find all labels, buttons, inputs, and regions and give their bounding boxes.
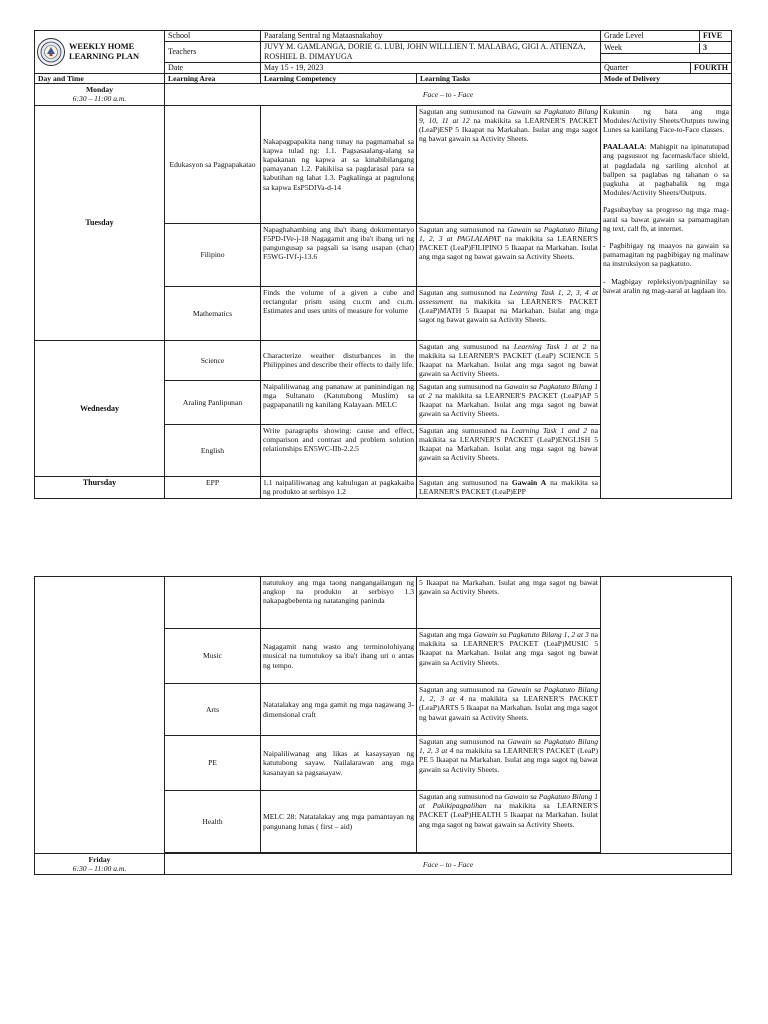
plan-title: WEEKLY HOME LEARNING PLAN	[69, 42, 140, 61]
tasks-epp-part2: 5 Ikaapat na Markahan. Isulat ang mga sagot ng bawat gawain sa Activity Sheets.	[417, 577, 601, 629]
area-epp: EPP	[165, 476, 261, 498]
competency-esp: Nakapagpapakita nang tunay na pagmamahal sa kapwa tulad ng: 1.1. Pagsasaalang-alang sa kapakanan ng kapwa at sa kinabibilangang pamayanan 1.2. Pakikiisa sa pagdarasal para sa kabutihan ng lahat 1.3. Pagkalinga at pagtulong sa kapwa EsP5DIVa-d-14	[261, 105, 417, 223]
area-mathematics: Mathematics	[165, 286, 261, 340]
competency-pe: Naipaliliwanag ang likas at kasaysayan ng katutubong sayaw. Nailalarawan ang mga kasanayan sa pagsasayaw.	[261, 736, 417, 791]
area-pe: PE	[165, 736, 261, 791]
monday-face-to-face: Face – to - Face	[165, 84, 732, 105]
tasks-music: Sagutan ang mga Gawain sa Pagkatuto Bilang 1, 2 at 3 na makikita sa LEARNER'S PACKET (LeaP)MUSIC 5 Ikaapat na Markahan. Isulat ang mga sagot ng bawat gawain sa Activity Sheets.	[417, 629, 601, 684]
mode-p3: Pagsubaybay sa progreso ng mga mag-aaral sa bawat gawain sa pamamagitan ng text, call fb, at internet.	[603, 205, 729, 233]
mode-of-delivery-continued	[601, 577, 732, 854]
tasks-science: Sagutan ang sumusunod na Learning Task 1 at 2 na makikita sa LEARNER'S PACKET (LeaP) SCIENCE 5 Ikaapat na Markahan. Isulat ang mga sagot ng bawat gawain sa Activity Sheets.	[417, 340, 601, 380]
teachers-value: JUVY M. GAMLANGA, DORIE G. LUBI, JOHN WILLLIEN T. MALABAG, GIGI A. ATIENZA, ROSHIEL B. DIMAYUGA	[261, 42, 601, 63]
competency-science: Characterize weather disturbances in the Philippines and describe their effects to daily life.	[261, 340, 417, 380]
col-learning-competency: Learning Competency	[261, 74, 417, 84]
monday-cell: Monday 6:30 – 11:00 a.m.	[35, 84, 165, 105]
thursday-cell: Thursday	[35, 476, 165, 498]
tasks-araling-panlipunan: Sagutan ang sumusunod na Gawain sa Pagkatuto Bilang 1 at 2 na makikita sa LEARNER'S PACKET (LeaP)AP 5 Ikaapat na Markahan. Isulat ang mga sagot ng bawat gawain sa Activity Sheets.	[417, 380, 601, 424]
week-value: 3	[703, 42, 707, 52]
area-epp-continued	[165, 577, 261, 629]
learning-plan-table-page-2	[34, 576, 732, 875]
competency-music: Nagagamit nang wasto ang terminolohiyang musical na tumutukoy sa iba't ibang uri o antas ng tempo.	[261, 629, 417, 684]
grade-value: FIVE	[703, 31, 723, 40]
col-learning-tasks: Learning Tasks	[417, 74, 601, 84]
teachers-label: Teachers	[165, 42, 261, 63]
col-mode-of-delivery: Mode of Delivery	[601, 74, 732, 84]
deped-seal-icon	[37, 38, 65, 66]
competency-filipino: Napaghahambing ang iba't ibang dokumentaryo F5PD-IVe-j-18 Nagagamit ang iba't ibang uri ng pangungusap sa pagsali sa isang usapan (chat) F5WG-IVf-j-13.6	[261, 223, 417, 286]
col-learning-area: Learning Area	[165, 74, 261, 84]
area-arts: Arts	[165, 684, 261, 736]
thursday-continued-cell	[35, 577, 165, 854]
area-health: Health	[165, 791, 261, 853]
friday-face-to-face: Face – to - Face	[165, 854, 732, 875]
area-esp: Edukasyon sa Pagpapakatao	[165, 105, 261, 223]
quarter-label: Quarter	[601, 63, 691, 73]
tasks-epp-part1: Sagutan ang sumusunod na Gawain A na makikita sa LEARNER'S PACKET (LeaP)EPP	[417, 476, 601, 498]
tasks-arts: Sagutan ang sumusunod na Gawain sa Pagkatuto Bilang 1, 2, 3 at 4 na makikita sa LEARNER'S PACKET (LeaP)ARTS 5 Ikaapat na Markahan. Isulat ang mga sagot ng bawat gawain sa Activity Sheets.	[417, 684, 601, 736]
week-cell	[601, 42, 732, 54]
date-label: Date	[165, 63, 261, 74]
area-filipino: Filipino	[165, 223, 261, 286]
mode-p2: PAALAALA: Mahigpit na ipinatutupad ang pagsusuot ng facemask/face shield, at pagdadala ng sariling alcohol at ballpen sa paglabas ng tahanan o sa pagkuha at pagbabalik ng mga Modules/Activity Sheets/Outputs.	[603, 142, 729, 198]
area-english: English	[165, 424, 261, 476]
competency-araling-panlipunan: Naipaliliwanag ang pananaw at paninindigan ng mga Sultanato (Katutubong Muslim) sa pagpapanatili ng kanilang Kalayaan. MELC	[261, 380, 417, 424]
competency-mathematics: Finds the volume of a given a cube and rectangular prism using cu.cm and cu.m. Estimates and uses units of measure for volume	[261, 286, 417, 340]
grade-label: Grade Level	[601, 31, 700, 41]
col-day-time: Day and Time	[35, 74, 165, 84]
school-value: Paaralang Sentral ng Mataasnakahoy	[261, 31, 601, 42]
quarter-cell	[601, 63, 732, 74]
tasks-mathematics: Sagutan ang sumusunod na Learning Task 1, 2, 3, 4 at assessment na makikita sa LEARNER'S PACKET (LeaP)MATH 5 Ikaapat na Markahan. Isulat ang mga sagot ng bawat gawain sa Activity Sheets.	[417, 286, 601, 340]
mode-of-delivery-cell	[601, 105, 732, 498]
tasks-english: Sagutan ang sumusunod na Learning Task 1 and 2 na makikita sa LEARNER'S PACKET (LeaP)ENGLISH 5 Ikaapat na Markahan. Isulat ang mga sagot ng bawat gawain sa Activity Sheets.	[417, 424, 601, 476]
competency-health: MELC 28: Natatalakay ang mga pamantayan ng pangunang lunas ( first – aid)	[261, 791, 417, 853]
grade-cell	[601, 31, 732, 42]
quarter-value: FOURTH	[694, 63, 728, 72]
area-music: Music	[165, 629, 261, 684]
date-value: May 15 - 19, 2023	[261, 63, 601, 74]
competency-english: Write paragraphs showing: cause and effect, comparison and contrast and problem solution relationships EN5WC-IIb-2.2.5	[261, 424, 417, 476]
tasks-health: Sagutan ang sumusunod na Gawain sa Pagkatuto Bilang 1 at Pakikipagpalihan na makikita sa LEARNER'S PACKET (LeaP)HEALTH 5 Ikaapat na Markahan. Isulat ang mga sagot ng bawat gawain sa Activity Sheets.	[417, 791, 601, 853]
friday-cell: Friday 6:30 – 11:00 a.m.	[35, 854, 165, 875]
area-science: Science	[165, 340, 261, 380]
title-cell	[35, 31, 165, 74]
mode-p5: - Magbigay repleksiyon/pagninilay sa bawat aralin ng mag-aaral at lagdaan ito.	[603, 276, 729, 295]
competency-epp-part1: 1.1 naipaliliwanag ang kahulugan at pagkakaiba ng produkto at serbisyo 1.2	[261, 476, 417, 498]
school-label: School	[165, 31, 261, 42]
week-spacer	[601, 54, 732, 63]
competency-epp-part2: natutukoy ang mga taong nangangailangan ng angkop na produkto at serbisyo 1.3 nakapagbebenta ng natatanging paninda	[261, 577, 417, 629]
page-one	[34, 30, 731, 499]
mode-p1: Kukunin ng bata ang mga Modules/Activity Sheets/Outputs tuwing Lunes sa kanilang Face-to-Face classes.	[603, 106, 729, 135]
tasks-filipino: Sagutan ang sumusunod na Gawain sa Pagkatuto Bilang 1, 2, 3 at PAGLALAPAT na makikita sa LEARNER'S PACKET (LeaP)FILIPINO 5 Ikaapat na Markahan. Isulat ang mga sagot ng bawat gawain sa Activity Sheets.	[417, 223, 601, 286]
competency-arts: Natatalakay ang mga gamit ng mga nagawang 3-dimensional craft	[261, 684, 417, 736]
week-label: Week	[601, 43, 700, 53]
mode-p4: - Pagbibigay ng maayos na gawain sa pamamagitan ng pagbibigay ng malinaw na instruksiyon sa pagkatuto.	[603, 241, 729, 269]
tuesday-cell: Tuesday	[35, 105, 165, 340]
wednesday-cell: Wednesday	[35, 340, 165, 476]
tasks-pe: Sagutan ang sumusunod na Gawain sa Pagkatuto Bilang 1, 2, 3 at 4 na makikita sa LEARNER'S PACKET (LeaP) PE 5 Ikaapat na Markahan. Isulat ang mga sagot ng bawat gawain sa Activity Sheets.	[417, 736, 601, 791]
page-two	[34, 576, 731, 875]
area-araling-panlipunan: Araling Panlipunan	[165, 380, 261, 424]
learning-plan-table-page-1	[34, 30, 732, 499]
tasks-esp: Sagutan ang sumusunod na Gawain sa Pagkatuto Bilang 9, 10, 11 at 12 na makikita sa LEARNER'S PACKET (LeaP)ESP 5 Ikaapat na Markahan. Isulat ang mga sagot ng bawat gawain sa Activity Sheets.	[417, 105, 601, 223]
